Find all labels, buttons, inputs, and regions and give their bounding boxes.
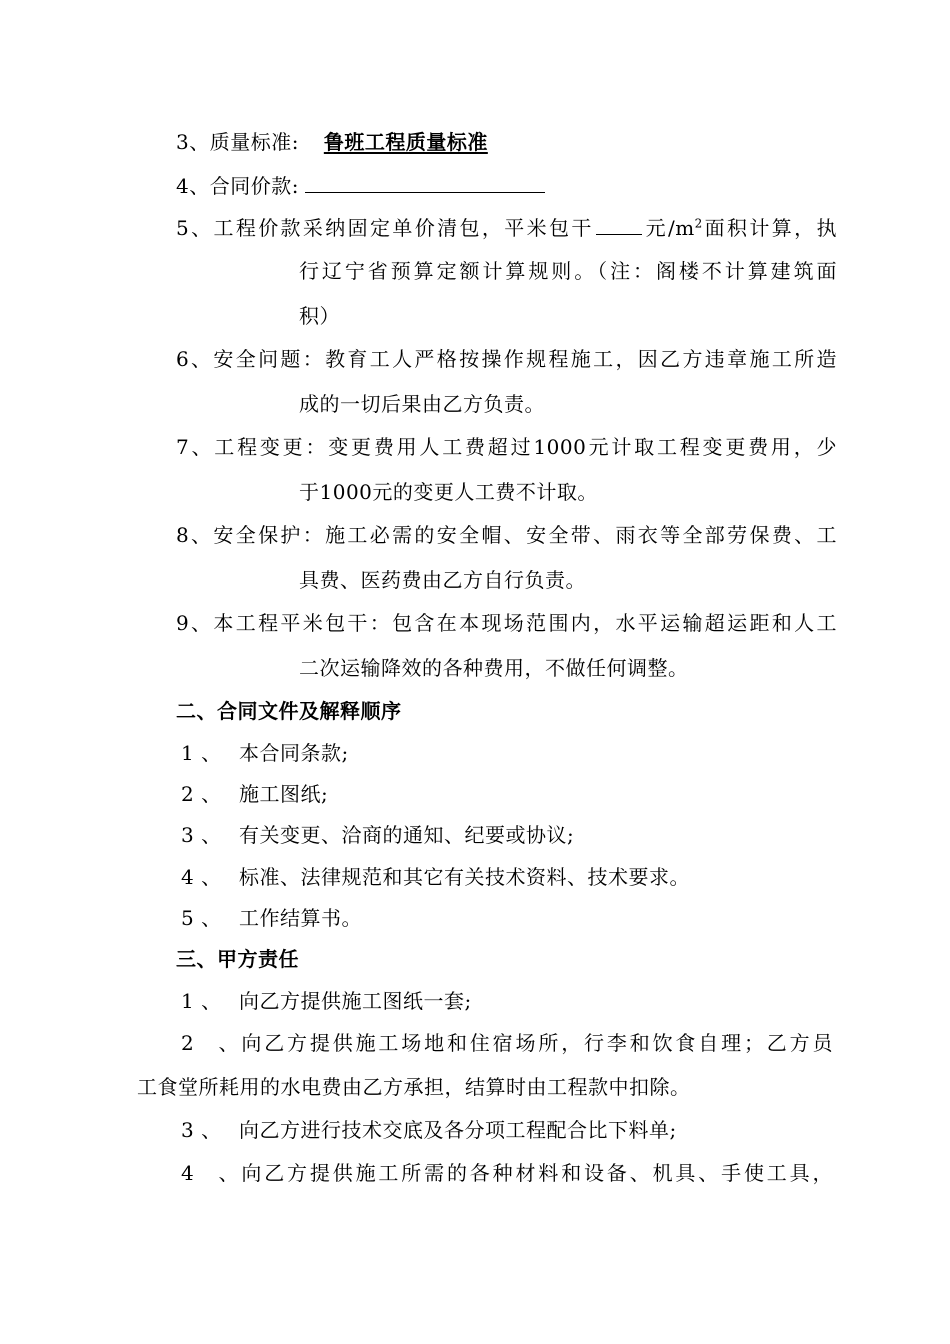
- list-item: 3 、 向乙方进行技术交底及各分项工程配合比下料单;: [181, 1118, 677, 1142]
- clause-5-line-2: 行辽宁省预算定额计算规则。（注：阁楼不计算建筑面: [299, 259, 837, 283]
- clause-5-line-1: 5、工程价款采纳固定单价清包，平米包干 元$/m^2$面积计算，执: [176, 212, 837, 243]
- contract-price-blank: [305, 170, 545, 193]
- clause-7-line-2: 于1000元的变更人工费不计取。: [299, 480, 598, 504]
- clause-6-line-2: 成的一切后果由乙方负责。: [299, 392, 545, 416]
- clause-9-line-1: 9、本工程平米包干：包含在本现场范围内，水平运输超运距和人工: [176, 611, 837, 635]
- clause-8-line-1: 8、安全保护：施工必需的安全帽、安全带、雨衣等全部劳保费、工: [176, 523, 837, 547]
- list-item: 4 、 标准、法律规范和其它有关技术资料、技术要求。: [181, 865, 690, 889]
- list-item: 3 、 有关变更、洽商的通知、纪要或协议;: [181, 823, 575, 847]
- clause-3-label: 3、质量标准:: [176, 130, 299, 154]
- list-item: 1 、 向乙方提供施工图纸一套;: [181, 989, 472, 1013]
- list-item: 4 、向乙方提供施工所需的各种材料和设备、机具、手使工具，: [181, 1161, 833, 1185]
- section-2-heading: 二、合同文件及解释顺序: [176, 699, 402, 723]
- clause-5-line-3: 积）: [299, 304, 340, 328]
- clause-4-label: 4、合同价款:: [176, 174, 299, 198]
- clause-3: [176, 127, 488, 157]
- clause-7-line-1: 7、工程变更：变更费用人工费超过1000元计取工程变更费用，少: [176, 435, 837, 459]
- clause-8-line-2: 具费、医药费由乙方自行负责。: [299, 568, 586, 592]
- clause-4: [176, 170, 545, 201]
- clause-3-value: 鲁班工程质量标准: [323, 130, 488, 154]
- clause-9-line-2: 二次运输降效的各种费用，不做任何调整。: [299, 656, 689, 680]
- list-item: 2 、 施工图纸;: [181, 782, 329, 806]
- unit-price-blank: [596, 212, 642, 235]
- list-item-continuation: 工食堂所耗用的水电费由乙方承担，结算时由工程款中扣除。: [137, 1075, 691, 1099]
- list-item: 1 、 本合同条款;: [181, 741, 349, 765]
- list-item: 5 、 工作结算书。: [181, 906, 362, 930]
- list-item: 2 、向乙方提供施工场地和住宿场所，行李和饮食自理；乙方员: [181, 1031, 833, 1055]
- section-3-heading: 三、甲方责任: [176, 947, 299, 971]
- clause-6-line-1: 6、安全问题：教育工人严格按操作规程施工，因乙方违章施工所造: [176, 347, 837, 371]
